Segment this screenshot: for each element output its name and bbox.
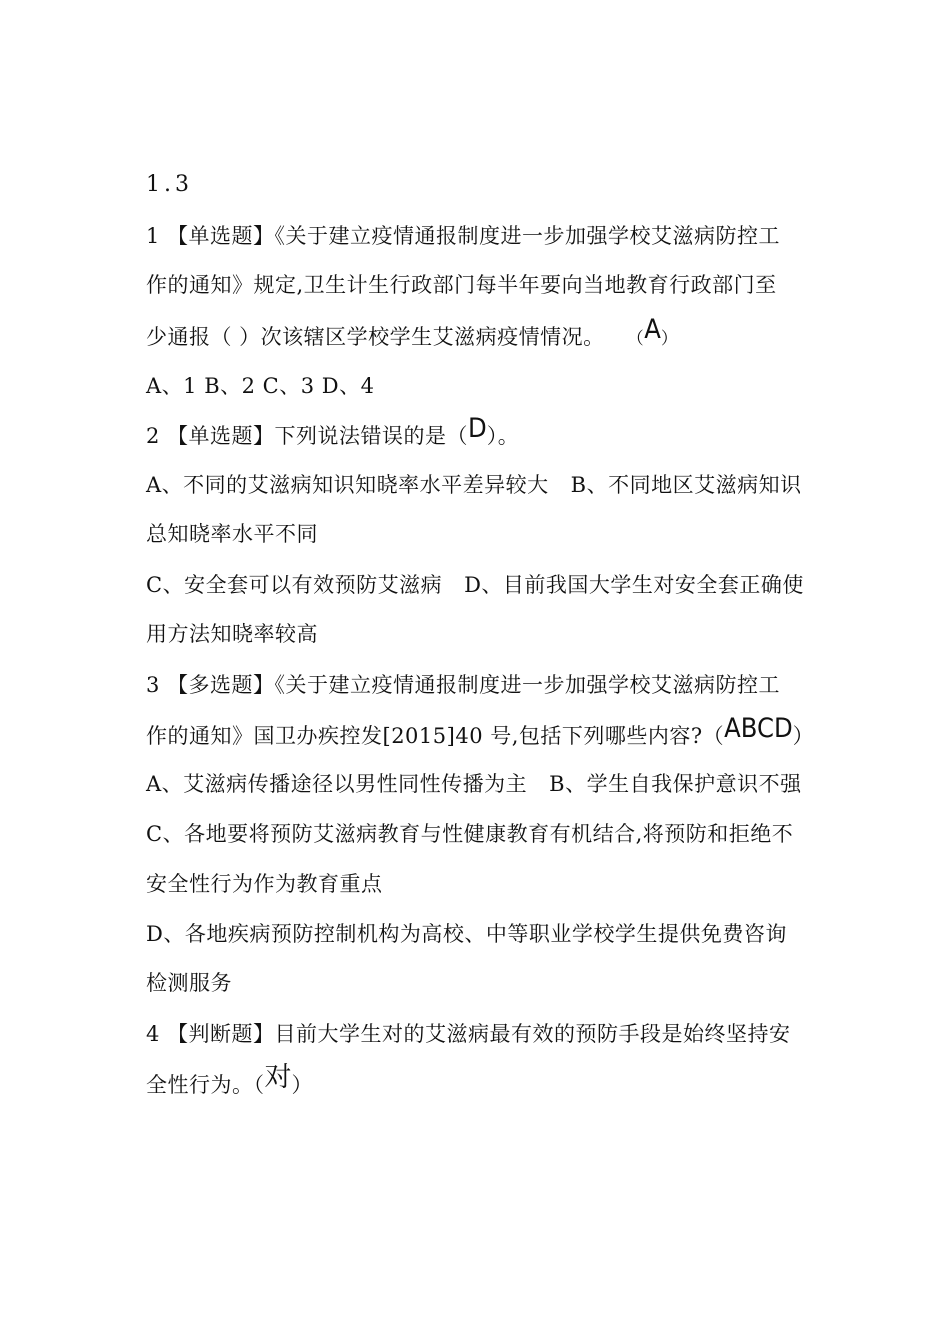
q3-stem-line-1: 3 【多选题】《关于建立疫情通报制度进一步加强学校艾滋病防控工 [146, 673, 781, 697]
q3-option-d-continued: 检测服务 [146, 971, 232, 995]
q3-handwritten-answer: ABCD [724, 713, 793, 744]
q2-stem [146, 413, 520, 451]
q1-options: A、1 B、2 C、3 D、4 [146, 374, 375, 398]
q1-stem-text: 少通报（ ）次该辖区学校学生艾滋病疫情情况。 [146, 325, 605, 349]
q4-answer-close: ） [291, 1073, 313, 1097]
q2-handwritten-answer: D [468, 413, 487, 444]
q1-answer-open: （ [626, 329, 645, 349]
q1-stem-line-2: 作的通知》规定,卫生计生行政部门每半年要向当地教育行政部门至 [146, 273, 777, 297]
q3-options-ab [146, 769, 802, 799]
q2-stem-tail: ）。 [486, 424, 520, 448]
q3-answer-close: ） [792, 724, 815, 748]
q3-stem-line-2 [146, 713, 815, 751]
q2-option-b-continued: 总知晓率水平不同 [146, 522, 318, 546]
q2-option-b: B、不同地区艾滋病知识 [570, 473, 802, 497]
q3-option-a: A、艾滋病传播途径以男性同性传播为主 [146, 772, 528, 796]
q3-option-c: C、各地要将预防艾滋病教育与性健康教育有机结合,将预防和拒绝不 [146, 822, 794, 846]
q2-stem-text: 2 【单选题】下列说法错误的是（ [146, 424, 469, 448]
q1-stem-line-3 [146, 314, 679, 354]
q2-option-d: D、目前我国大学生对安全套正确使 [464, 573, 804, 597]
q4-stem-line-2 [146, 1062, 313, 1100]
q3-option-c-continued: 安全性行为作为教育重点 [146, 872, 383, 896]
section-number: 1.3 [146, 172, 193, 197]
q2-option-a: A、不同的艾滋病知识知晓率水平差异较大 [146, 473, 549, 497]
q1-answer-close: ） [660, 329, 679, 349]
q2-options-cd [146, 570, 804, 600]
q2-option-d-continued: 用方法知晓率较高 [146, 622, 318, 646]
q2-option-c: C、安全套可以有效预防艾滋病 [146, 573, 443, 597]
q3-option-b: B、学生自我保护意识不强 [549, 772, 802, 796]
q4-stem-text: 全性行为。（ [146, 1073, 265, 1097]
q3-stem-text: 作的通知》国卫办疾控发[2015]40 号,包括下列哪些内容?（ [146, 724, 725, 748]
q4-handwritten-answer: 对 [264, 1062, 292, 1093]
q1-handwritten-answer: A [644, 314, 661, 345]
q4-stem-line-1: 4 【判断题】目前大学生对的艾滋病最有效的预防手段是始终坚持安 [146, 1022, 791, 1046]
q2-options-ab [146, 470, 802, 500]
q3-option-d: D、各地疾病预防控制机构为高校、中等职业学校学生提供免费咨询 [146, 922, 787, 946]
q1-stem-line-1: 1 【单选题】《关于建立疫情通报制度进一步加强学校艾滋病防控工 [146, 224, 781, 248]
